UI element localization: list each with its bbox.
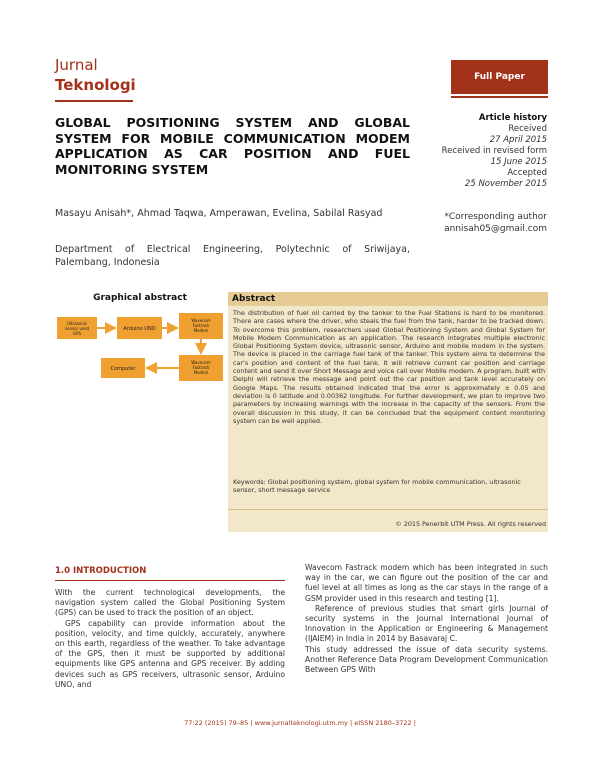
intro-paragraph-4: Reference of previous studies that smart girls Journal of security systems in the Journal International Journal of Innovation in the Application or Engineering & Management (IJAIEM) in India in 2014 by Basavaraj C. xyxy=(305,603,548,644)
history-heading: Article history xyxy=(478,113,547,123)
page-footer: 77:22 (2015) 79–85 | www.jurnalteknologi.utm.my | eISSN 2180–3722 | xyxy=(184,719,416,727)
journal-name-line1: Jurnal xyxy=(55,56,98,74)
paper-title: GLOBAL POSITIONING SYSTEM AND GLOBAL SYSTEM FOR MOBILE COMMUNICATION MODEM APPLICATION AS CAR POSITION AND FUEL MONITORING SYSTEM xyxy=(55,115,410,177)
author-list: Masayu Anisah*, Ahmad Taqwa, Amperawan, Evelina, Sabilal Rasyad xyxy=(55,208,383,219)
section-heading-introduction: 1.0 INTRODUCTION xyxy=(55,566,147,576)
revised-label: Received in revised form xyxy=(441,146,547,156)
accepted-label: Accepted xyxy=(507,168,547,178)
diagram-label-modem-top: Wavecom Fastrack Modem xyxy=(191,318,211,333)
abstract-heading: Abstract xyxy=(228,292,548,306)
body-column-left xyxy=(55,588,285,690)
article-history xyxy=(397,113,547,190)
corresponding-email[interactable]: annisah05@gmail.com xyxy=(444,224,547,234)
logo-underline xyxy=(55,100,133,102)
intro-paragraph-5: This study addressed the issue of data security systems. Another Reference Data Program Development Communication Between GPS With xyxy=(305,644,548,675)
journal-logo xyxy=(55,55,136,95)
intro-paragraph-3: Wavecom Fastrack modem which has been integrated in such way in the car, we can figure out the position of the car and fuel level at all times as long as the car stays in the range of a GSM provider used in this research and testing [1]. xyxy=(305,563,548,603)
revised-date: 15 June 2015 xyxy=(490,157,547,167)
copyright-notice: © 2015 Penerbit UTM Press. All rights reserved xyxy=(395,520,546,528)
diagram-label-arduino: Arduino UNO xyxy=(123,326,156,332)
received-label: Received xyxy=(508,124,547,134)
abstract-keywords: Keywords: Global positioning system, global system for mobile communication, ultrasonic sensor, short message service xyxy=(233,478,521,495)
block-diagram xyxy=(55,305,225,385)
diagram-label-computer: Computer xyxy=(110,366,136,372)
graphical-abstract-figure xyxy=(55,305,225,385)
journal-name-line2: Teknologi xyxy=(55,76,136,94)
intro-paragraph-2: GPS capability can provide information about the position, velocity, and time quickly, accurately, anywhere on this earth, regardless of the weather. To take advantage of the GPS, then it must be supported by additional equipments like GPS antenna and GPS receiver. By adding devices such as GPS receivers, ultrasonic sensor, Arduino UNO, and xyxy=(55,618,285,689)
diagram-label-sensor: Ultrasonic sensor used GPS xyxy=(64,321,90,336)
intro-paragraph-1: With the current technological developments, the navigation system called the Global Positioning System (GPS) can be used to track the position of an object. xyxy=(55,588,285,618)
abstract-divider xyxy=(228,509,548,510)
abstract-body: The distribution of fuel oil carried by the tanker to the Fuel Stations is hard to be monitored. There are cases where the driver, who steals the fuel from the tank, harder to be tracked down. To overcome this problem, researchers used Global Positioning System and Global System for Mobile Modem Communication as an application. The research integrates multiple electronic Global Positioning System device, ultrasonic sensor, Arduino and mobile modem in the system. The device is placed in the carriage fuel tank of the tanker. This system aims to determine the car's position and content of the fuel tank. It will retrieve current car position and carriage content and send it over Short Message and voice call over Mobile modem. A program, built with Delphi will retrieve the message and point out the car position and tank level accurately on Google Maps. The results obtained indicated that the error is approximately ± 0.05 and deviation is 0 latitude and 0.00362 longitude. For further development, we plan to improve two parameters by increasing warnings with the increase in the capacity of the sensors. From the overall discussion in this study, it can be concluded that the equipment content monitoring system can be well applied. xyxy=(233,309,545,425)
paper-type-badge: Full Paper xyxy=(451,60,548,94)
graphical-abstract-heading: Graphical abstract xyxy=(93,293,187,303)
diagram-label-modem-bottom: Wavecom Fastrack Modem xyxy=(191,360,211,375)
corresponding-label: *Corresponding author xyxy=(444,212,547,222)
badge-underline xyxy=(451,96,548,98)
section-divider xyxy=(55,580,285,581)
received-date: 27 April 2015 xyxy=(489,135,547,145)
body-column-right xyxy=(305,563,548,675)
affiliation: Department of Electrical Engineering, Polytechnic of Sriwijaya, Palembang, Indonesia xyxy=(55,244,410,268)
accepted-date: 25 November 2015 xyxy=(464,179,547,189)
corresponding-author xyxy=(397,211,547,235)
